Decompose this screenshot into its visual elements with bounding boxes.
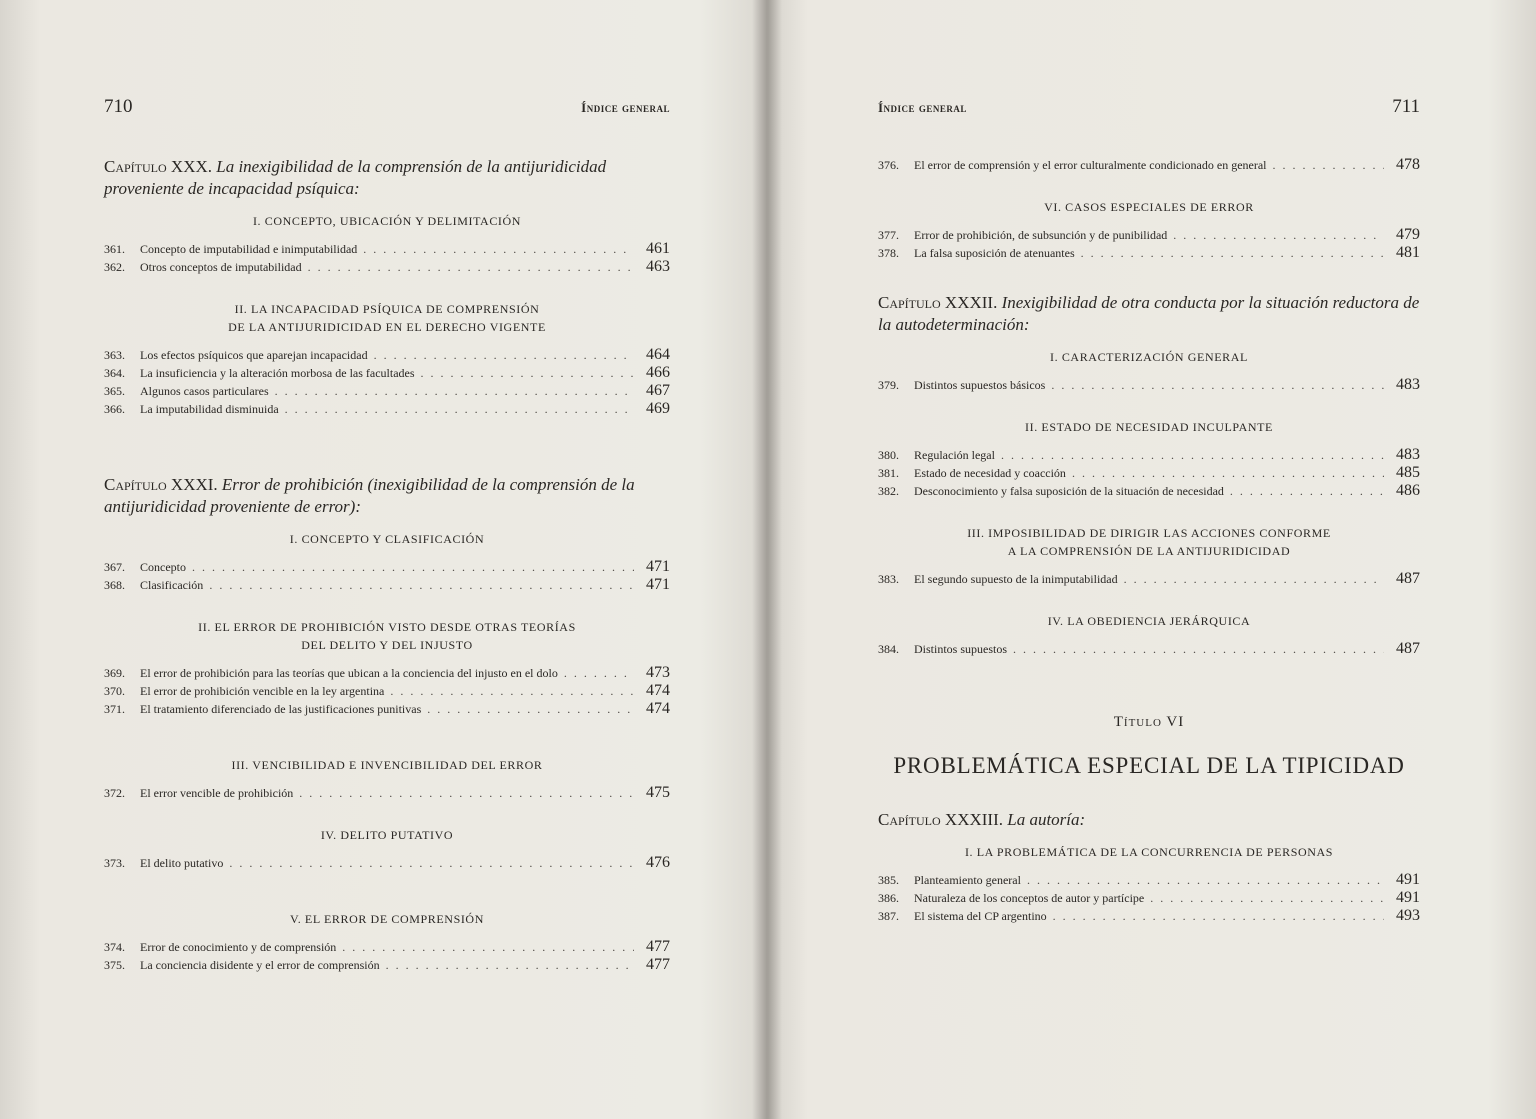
dot-leader <box>1230 482 1384 500</box>
entry-number: 363. <box>104 348 125 362</box>
dot-leader <box>1051 376 1384 394</box>
chapter-title: Error de prohibición (inexigibilidad de la comprensión de la antijuridicidad proveniente de error): <box>104 475 635 516</box>
toc-entry <box>104 938 670 956</box>
section-heading: I. CARACTERIZACIÓN GENERAL <box>1050 350 1248 364</box>
entry-page: 491 <box>1396 871 1420 888</box>
dot-leader <box>1150 889 1384 907</box>
entry-page: 471 <box>646 558 670 575</box>
dot-leader <box>374 346 634 364</box>
dot-leader <box>1173 226 1384 244</box>
entry-label: Concepto de imputabilidad e inimputabilidad <box>140 242 358 256</box>
section-heading: V. EL ERROR DE COMPRENSIÓN <box>290 912 484 926</box>
toc-entry <box>878 244 1420 262</box>
toc-entry <box>104 664 670 682</box>
entry-number: 370. <box>104 684 125 698</box>
dot-leader <box>363 240 634 258</box>
entry-page: 481 <box>1396 244 1420 261</box>
entry-number: 382. <box>878 484 899 498</box>
toc-entry <box>104 400 670 418</box>
running-head <box>878 96 1420 126</box>
chapter-title: La autoría: <box>1007 810 1086 829</box>
entry-label: Los efectos psíquicos que aparejan incapacidad <box>140 348 368 362</box>
book-gutter <box>752 0 782 1119</box>
entry-label: El delito putativo <box>140 856 224 870</box>
toc-entry <box>104 956 670 974</box>
section-heading: IV. DELITO PUTATIVO <box>320 828 454 842</box>
entry-number: 386. <box>878 891 899 905</box>
page-number: 710 <box>104 96 133 117</box>
toc-entry <box>104 854 670 872</box>
entry-page: 463 <box>646 258 670 275</box>
entry-label: Planteamiento general <box>914 873 1021 887</box>
entry-number: 367. <box>104 560 125 574</box>
chapter-heading <box>104 156 670 200</box>
chapter-number: Capítulo XXXI. <box>104 475 218 494</box>
toc-entry <box>104 576 670 594</box>
entry-label: Concepto <box>140 560 186 574</box>
entry-page: 467 <box>646 382 670 399</box>
entry-page: 478 <box>1396 156 1420 173</box>
entry-label: Clasificación <box>140 578 204 592</box>
dot-leader <box>275 382 634 400</box>
entry-number: 362. <box>104 260 125 274</box>
entry-page: 483 <box>1396 376 1420 393</box>
entry-page: 477 <box>646 956 670 973</box>
entry-label: La imputabilidad disminuida <box>140 402 279 416</box>
entry-label: El tratamiento diferenciado de las justificaciones punitivas <box>140 702 422 716</box>
entry-page: 477 <box>646 938 670 955</box>
entry-number: 380. <box>878 448 899 462</box>
dot-leader <box>308 258 634 276</box>
dot-leader <box>1124 570 1384 588</box>
entry-page: 461 <box>646 240 670 257</box>
dot-leader <box>285 400 634 418</box>
entry-label: Otros conceptos de imputabilidad <box>140 260 302 274</box>
entry-page: 466 <box>646 364 670 381</box>
entry-number: 371. <box>104 702 125 716</box>
section-heading <box>878 524 1420 560</box>
entry-number: 378. <box>878 246 899 260</box>
toc-entry <box>878 889 1420 907</box>
section-heading: III. VENCIBILIDAD E INVENCIBILIDAD DEL ERROR <box>231 758 543 772</box>
section-heading-line: DE LA ANTIJURIDICIDAD EN EL DERECHO VIGENTE <box>228 320 546 334</box>
entry-page: 476 <box>646 854 670 871</box>
section-heading-line: II. EL ERROR DE PROHIBICIÓN VISTO DESDE OTRAS TEORÍAS <box>198 620 576 634</box>
entry-label: Distintos supuestos <box>914 642 1008 656</box>
toc-entry <box>878 640 1420 658</box>
toc-entry <box>104 382 670 400</box>
entry-page: 473 <box>646 664 670 681</box>
toc-entry <box>104 558 670 576</box>
toc-entry <box>104 240 670 258</box>
section-heading <box>104 300 670 336</box>
entry-label: Distintos supuestos básicos <box>914 378 1046 392</box>
entry-label: El sistema del CP argentino <box>914 909 1047 923</box>
entry-page: 469 <box>646 400 670 417</box>
dot-leader <box>1013 640 1384 658</box>
entry-number: 383. <box>878 572 899 586</box>
toc-entry <box>878 376 1420 394</box>
entry-number: 379. <box>878 378 899 392</box>
section-heading-line: II. LA INCAPACIDAD PSÍQUICA DE COMPRENSIÓN <box>234 302 540 316</box>
toc-entry <box>104 258 670 276</box>
entry-number: 384. <box>878 642 899 656</box>
entry-label: Error de conocimiento y de comprensión <box>140 940 337 954</box>
section-heading: II. ESTADO DE NECESIDAD INCULPANTE <box>1025 420 1273 434</box>
chapter-number: Capítulo XXX. <box>104 157 212 176</box>
dot-leader <box>342 938 634 956</box>
toc-entry <box>104 346 670 364</box>
entry-page: 464 <box>646 346 670 363</box>
toc-entry <box>104 682 670 700</box>
entry-label: Estado de necesidad y coacción <box>914 466 1066 480</box>
left-page-content <box>104 96 670 974</box>
entry-page: 491 <box>1396 889 1420 906</box>
entry-label: Regulación legal <box>914 448 995 462</box>
entry-page: 486 <box>1396 482 1420 499</box>
dot-leader <box>299 784 634 802</box>
dot-leader <box>421 364 634 382</box>
dot-leader <box>1027 871 1384 889</box>
entry-number: 387. <box>878 909 899 923</box>
dot-leader <box>1072 464 1384 482</box>
entry-label: El segundo supuesto de la inimputabilidad <box>914 572 1118 586</box>
entry-label: La conciencia disidente y el error de comprensión <box>140 958 380 972</box>
entry-number: 366. <box>104 402 125 416</box>
dot-leader <box>1081 244 1384 262</box>
toc-entry <box>104 700 670 718</box>
entry-label: El error vencible de prohibición <box>140 786 294 800</box>
entry-number: 374. <box>104 940 125 954</box>
entry-number: 369. <box>104 666 125 680</box>
entry-page: 474 <box>646 700 670 717</box>
entry-number: 364. <box>104 366 125 380</box>
entry-label: Error de prohibición, de subsunción y de punibilidad <box>914 228 1168 242</box>
section-heading-line: DEL DELITO Y DEL INJUSTO <box>301 638 473 652</box>
chapter-heading <box>104 474 670 518</box>
section-heading <box>104 618 670 654</box>
toc-entry <box>104 364 670 382</box>
running-head <box>104 96 670 126</box>
chapter-heading <box>878 292 1420 336</box>
toc-entry <box>878 446 1420 464</box>
page-number: 711 <box>1392 96 1420 117</box>
toc-entry <box>878 156 1420 174</box>
toc-entry <box>878 907 1420 925</box>
entry-page: 487 <box>1396 640 1420 657</box>
dot-leader <box>229 854 634 872</box>
entry-label: El error de prohibición para las teorías que ubican a la conciencia del injusto en el dolo <box>140 666 558 680</box>
entry-page: 483 <box>1396 446 1420 463</box>
entry-label: Naturaleza de los conceptos de autor y partícipe <box>914 891 1145 905</box>
dot-leader <box>1053 907 1384 925</box>
section-heading: I. LA PROBLEMÁTICA DE LA CONCURRENCIA DE PERSONAS <box>964 845 1334 859</box>
entry-number: 376. <box>878 158 899 172</box>
entry-label: Algunos casos particulares <box>140 384 269 398</box>
dot-leader <box>192 558 634 576</box>
entry-page: 474 <box>646 682 670 699</box>
entry-page: 471 <box>646 576 670 593</box>
entry-number: 375. <box>104 958 125 972</box>
entry-page: 493 <box>1396 907 1420 924</box>
entry-label: La falsa suposición de atenuantes <box>914 246 1075 260</box>
entry-number: 368. <box>104 578 125 592</box>
dot-leader <box>390 682 634 700</box>
section-heading: IV. LA OBEDIENCIA JERÁRQUICA <box>1047 614 1251 628</box>
chapter-heading <box>878 809 1420 831</box>
entry-label: Desconocimiento y falsa suposición de la situación de necesidad <box>914 484 1224 498</box>
dot-leader <box>386 956 634 974</box>
running-title: Índice general <box>581 100 670 115</box>
section-heading-line: III. IMPOSIBILIDAD DE DIRIGIR LAS ACCIONES CONFORME <box>967 526 1331 540</box>
toc-entry <box>878 871 1420 889</box>
section-heading: I. CONCEPTO Y CLASIFICACIÓN <box>289 532 485 546</box>
chapter-number: Capítulo XXXII. <box>878 293 998 312</box>
toc-entry <box>878 570 1420 588</box>
entry-number: 373. <box>104 856 125 870</box>
toc-entry <box>878 464 1420 482</box>
entry-number: 381. <box>878 466 899 480</box>
part-title: PROBLEMÁTICA ESPECIAL DE LA TIPICIDAD <box>893 753 1405 778</box>
dot-leader <box>1273 156 1384 174</box>
entry-number: 361. <box>104 242 125 256</box>
toc-entry <box>878 482 1420 500</box>
entry-number: 385. <box>878 873 899 887</box>
entry-label: La insuficiencia y la alteración morbosa de las facultades <box>140 366 415 380</box>
toc-entry <box>878 226 1420 244</box>
entry-number: 377. <box>878 228 899 242</box>
entry-page: 485 <box>1396 464 1420 481</box>
right-page <box>768 0 1536 1119</box>
running-title: Índice general <box>878 100 967 115</box>
section-heading: VI. CASOS ESPECIALES DE ERROR <box>1044 200 1254 214</box>
right-page-content <box>878 96 1420 925</box>
entry-page: 487 <box>1396 570 1420 587</box>
dot-leader <box>427 700 634 718</box>
chapter-number: Capítulo XXXIII. <box>878 810 1003 829</box>
entry-number: 372. <box>104 786 125 800</box>
toc-entry <box>104 784 670 802</box>
section-heading-line: A LA COMPRENSIÓN DE LA ANTIJURIDICIDAD <box>1007 544 1291 558</box>
entry-label: El error de comprensión y el error culturalmente condicionado en general <box>914 158 1267 172</box>
dot-leader <box>209 576 634 594</box>
dot-leader <box>564 664 634 682</box>
chapter-title: La inexigibilidad de la comprensión de la antijuridicidad proveniente de incapacidad psíquica: <box>104 157 607 198</box>
entry-page: 479 <box>1396 226 1420 243</box>
entry-page: 475 <box>646 784 670 801</box>
dot-leader <box>1001 446 1384 464</box>
entry-label: El error de prohibición vencible en la ley argentina <box>140 684 385 698</box>
part-label: Título VI <box>1113 714 1185 730</box>
entry-number: 365. <box>104 384 125 398</box>
section-heading: I. CONCEPTO, UBICACIÓN Y DELIMITACIÓN <box>252 214 522 228</box>
chapter-title: Inexigibilidad de otra conducta por la situación reductora de la autodeterminación: <box>878 293 1420 334</box>
